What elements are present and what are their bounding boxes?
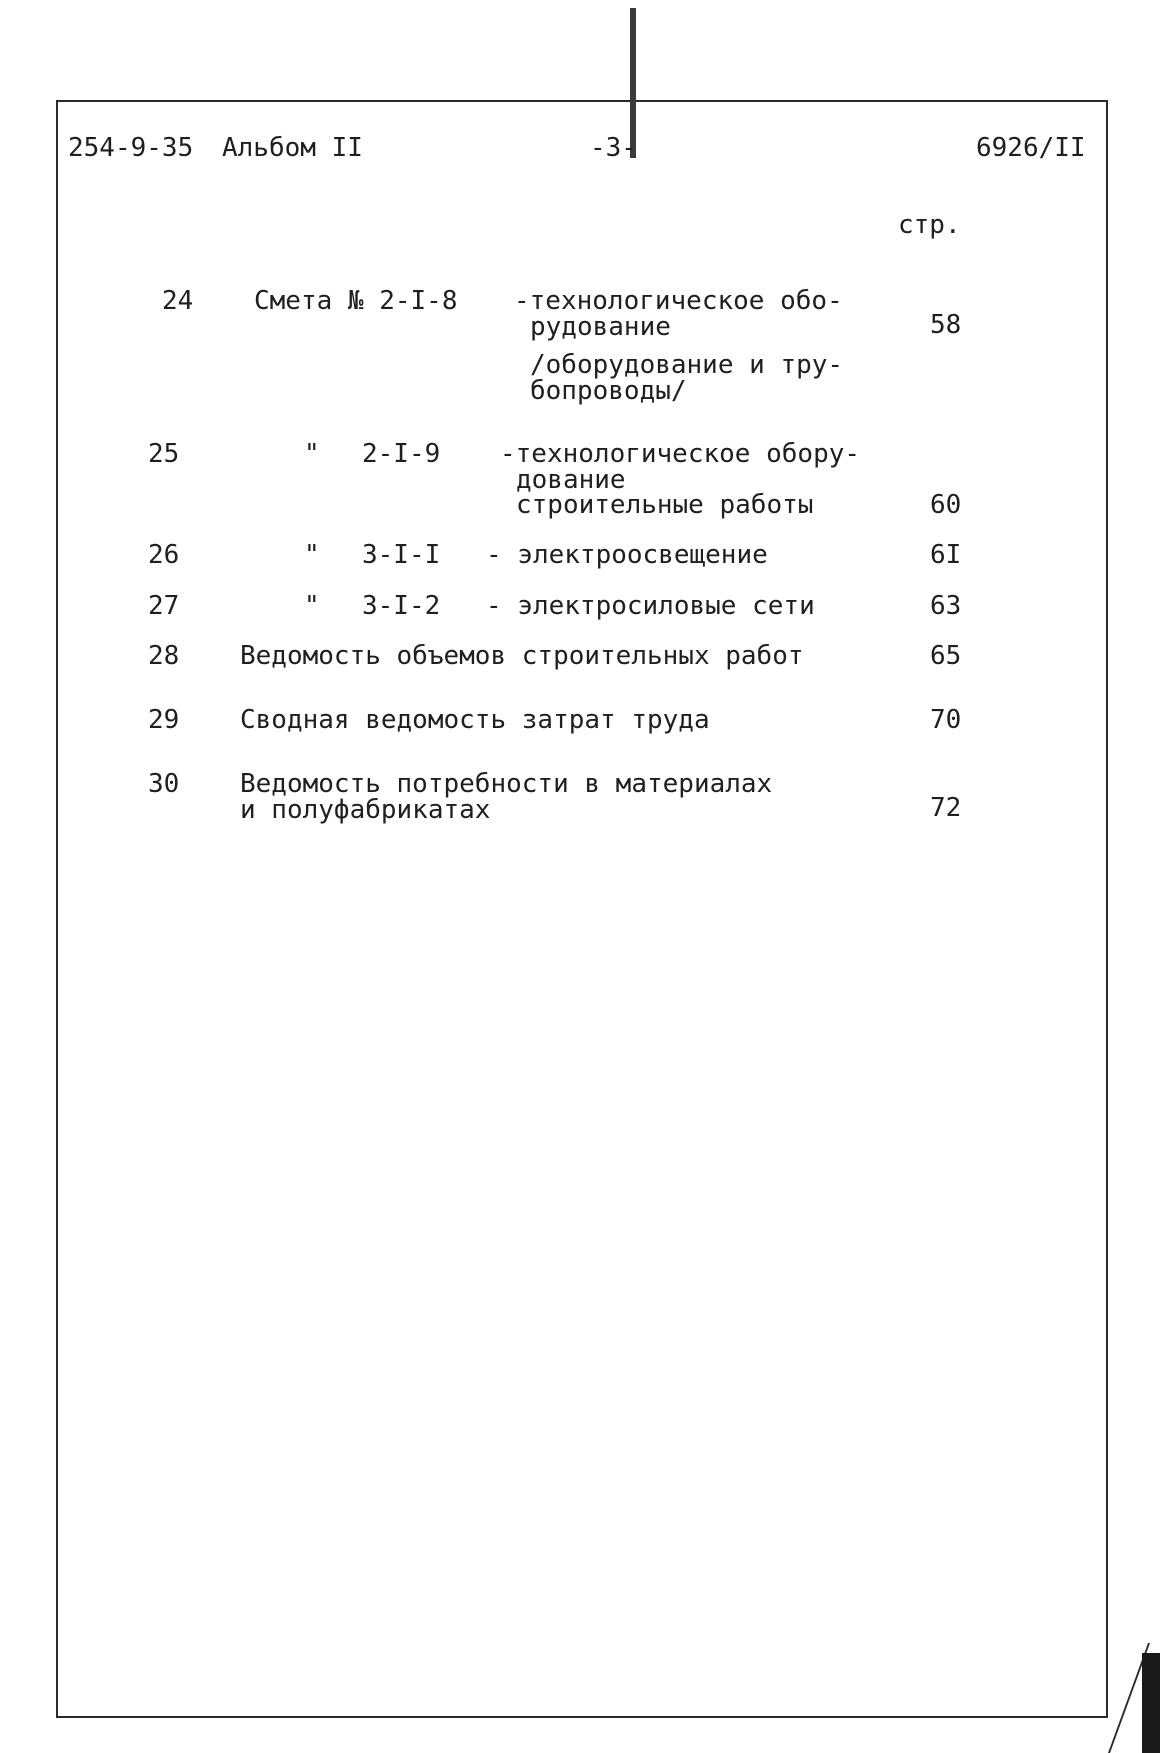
doc-code: 254-9-35	[68, 133, 194, 163]
row-desc-line: -технологическое обору-	[500, 439, 861, 469]
row-desc: - электросиловые сети	[486, 591, 815, 621]
sheet-frame	[56, 100, 1108, 1718]
page-number: -3-	[590, 133, 637, 163]
row-desc-line: и полуфабрикатах	[240, 795, 491, 825]
album-label: Альбом II	[222, 133, 363, 163]
row-page: 6I	[930, 540, 962, 570]
row-number: 30	[148, 769, 180, 799]
row-page: 58	[930, 310, 962, 340]
ditto-mark: "	[304, 540, 320, 570]
corner-shadow	[1142, 1653, 1160, 1753]
row-number: 29	[148, 705, 180, 735]
row-desc-line: дование	[516, 465, 626, 495]
row-code: 2-I-9	[362, 439, 441, 469]
ditto-mark: "	[304, 439, 320, 469]
row-number: 24	[162, 286, 194, 316]
row-desc-line: Ведомость потребности в материалах	[240, 769, 773, 799]
page-column-label: стр.	[898, 210, 961, 240]
row-page: 60	[930, 490, 962, 520]
ditto-mark: "	[304, 591, 320, 621]
row-page: 63	[930, 591, 962, 621]
row-prefix: Смета № 2-I-8	[254, 286, 458, 316]
row-desc: Сводная ведомость затрат труда	[240, 705, 710, 735]
row-code: 3-I-I	[362, 540, 441, 570]
row-page: 70	[930, 705, 962, 735]
row-number: 27	[148, 591, 180, 621]
row-page: 65	[930, 641, 962, 671]
archive-number: 6926/II	[976, 133, 1086, 163]
row-number: 26	[148, 540, 180, 570]
row-desc-line: /оборудование и тру-	[530, 350, 844, 380]
row-code: 3-I-2	[362, 591, 441, 621]
row-desc-line: строительные работы	[516, 490, 814, 520]
row-desc: Ведомость объемов строительных работ	[240, 641, 804, 671]
row-number: 28	[148, 641, 180, 671]
row-desc-line: -технологическое обо-	[514, 286, 843, 316]
row-page: 72	[930, 793, 962, 823]
row-number: 25	[148, 439, 180, 469]
row-desc: - электроосвещение	[486, 540, 768, 570]
row-desc-line: рудование	[530, 312, 671, 342]
row-desc-line: бопроводы/	[530, 376, 687, 406]
